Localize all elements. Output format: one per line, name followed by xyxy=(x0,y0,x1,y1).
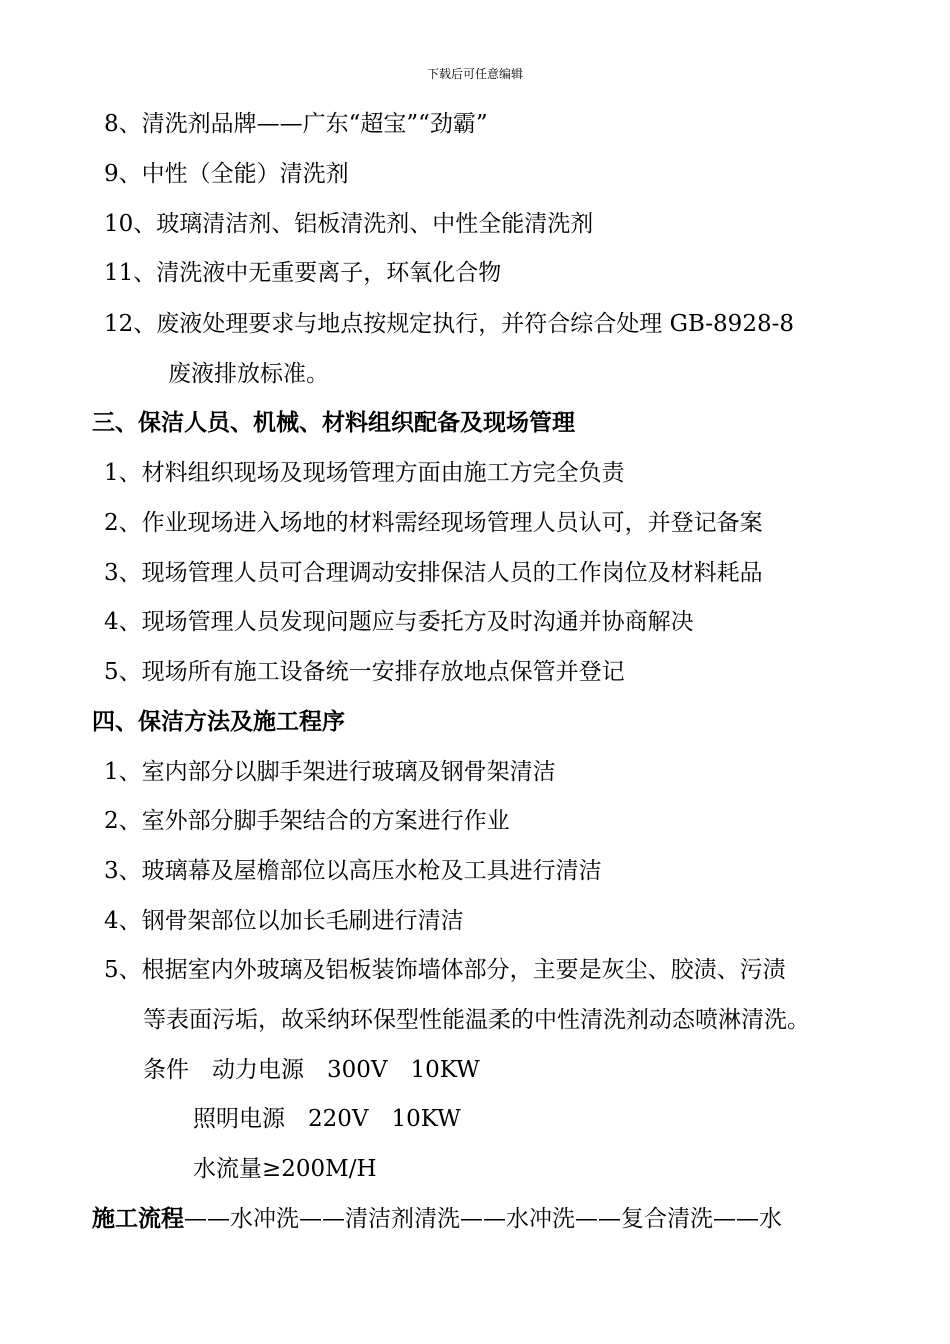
section4-item-5-continued: 等表面污垢，故采纳环保型性能温柔的中性清洗剂动态喷淋清洗。 xyxy=(143,1007,810,1033)
construction-flow xyxy=(92,1204,782,1234)
section-heading-3: 三、保洁人员、机械、材料组织配备及现场管理 xyxy=(92,409,575,436)
section4-item-4: 4、钢骨架部位以加长毛刷进行清洁 xyxy=(104,908,464,934)
section3-item-1: 1、材料组织现场及现场管理方面由施工方完全负责 xyxy=(104,460,625,486)
section4-item-3: 3、玻璃幕及屋檐部位以高压水枪及工具进行清洁 xyxy=(104,858,602,884)
section-heading-4: 四、保洁方法及施工程序 xyxy=(92,708,345,735)
section4-item-1: 1、室内部分以脚手架进行玻璃及钢骨架清洁 xyxy=(104,759,556,785)
item-12: 12、废液处理要求与地点按规定执行，并符合综合处理 GB-8928-8 xyxy=(104,311,794,337)
item-9: 9、中性（全能）清洗剂 xyxy=(104,161,349,187)
condition-power: 条件 动力电源 300V 10KW xyxy=(143,1057,480,1083)
section3-item-4: 4、现场管理人员发现问题应与委托方及时沟通并协商解决 xyxy=(104,609,694,635)
section4-item-5: 5、根据室内外玻璃及铝板装饰墙体部分，主要是灰尘、胶渍、污渍 xyxy=(104,957,786,983)
item-12-continued: 废液排放标准。 xyxy=(168,361,329,387)
section3-item-2: 2、作业现场进入场地的材料需经现场管理人员认可，并登记备案 xyxy=(104,510,763,536)
header-watermark: 下载后可任意编辑 xyxy=(426,67,523,81)
condition-lighting: 照明电源 220V 10KW xyxy=(193,1106,461,1132)
section3-item-5: 5、现场所有施工设备统一安排存放地点保管并登记 xyxy=(104,659,625,685)
section3-item-3: 3、现场管理人员可合理调动安排保洁人员的工作岗位及材料耗品 xyxy=(104,560,763,586)
item-10: 10、玻璃清洁剂、铝板清洗剂、中性全能清洗剂 xyxy=(104,211,594,237)
item-11: 11、清洗液中无重要离子，环氧化合物 xyxy=(104,260,502,286)
construction-flow-steps: ——水冲洗——清洁剂清洗——水冲洗——复合清洗——水 xyxy=(184,1206,782,1232)
condition-water-flow: 水流量≥200M/H xyxy=(193,1156,377,1182)
construction-flow-label: 施工流程 xyxy=(92,1205,184,1232)
item-8: 8、清洗剂品牌——广东“超宝”“劲霸” xyxy=(104,111,488,137)
section4-item-2: 2、室外部分脚手架结合的方案进行作业 xyxy=(104,808,510,834)
